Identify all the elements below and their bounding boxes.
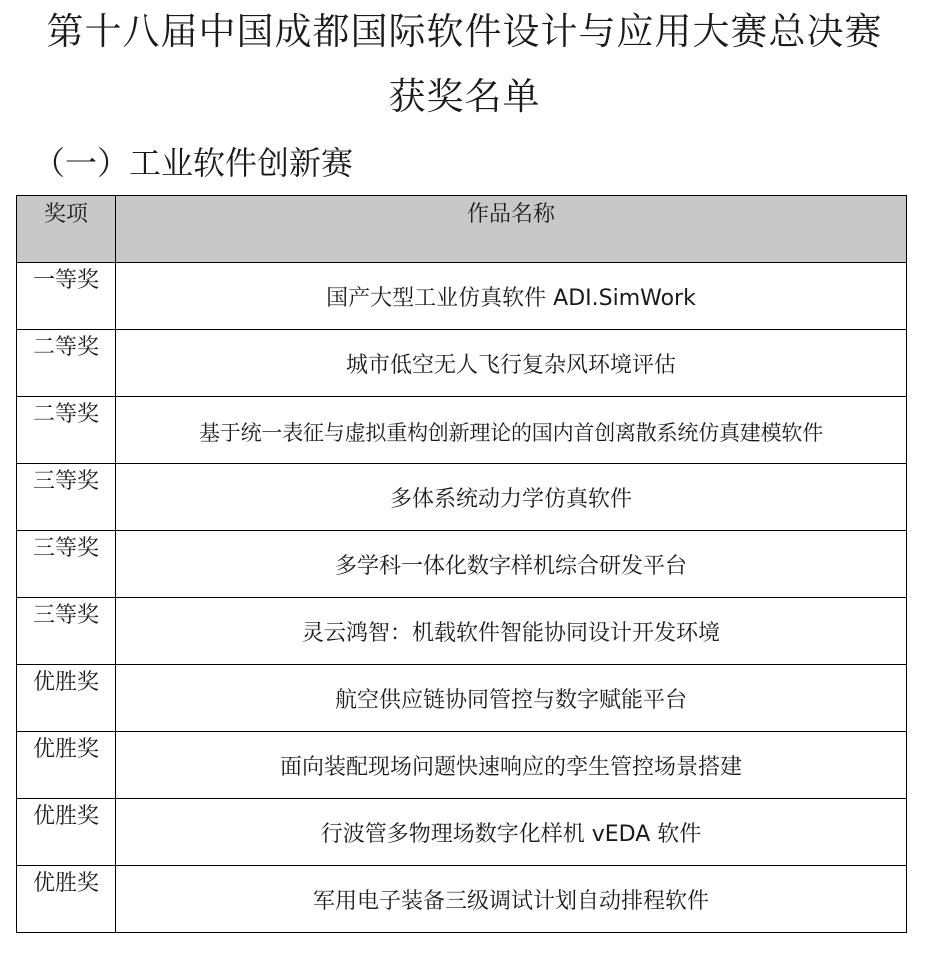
table-row [17,799,907,866]
awards-table [16,195,907,933]
table-row [17,866,907,933]
table-row [17,531,907,598]
table-row [17,464,907,531]
work-name-cell: 国产大型工业仿真软件 ADI.SimWork [116,263,907,330]
table-row [17,397,907,464]
table-row [17,598,907,665]
document-title: 第十八届中国成都国际软件设计与应用大赛总决赛 [46,10,883,53]
work-name-cell: 面向装配现场问题快速响应的孪生管控场景搭建 [116,732,907,799]
work-name-cell: 多体系统动力学仿真软件 [116,464,907,531]
work-name-cell: 行波管多物理场数字化样机 vEDA 软件 [116,799,907,866]
table-row [17,665,907,732]
table-header-row [17,196,907,263]
award-cell: 二等奖 [17,330,116,397]
work-name-cell: 灵云鸿智：机载软件智能协同设计开发环境 [116,598,907,665]
award-cell: 三等奖 [17,598,116,665]
award-cell: 二等奖 [17,397,116,464]
award-cell: 优胜奖 [17,732,116,799]
work-name-cell: 军用电子装备三级调试计划自动排程软件 [116,866,907,933]
award-cell: 优胜奖 [17,665,116,732]
work-name-cell: 多学科一体化数字样机综合研发平台 [116,531,907,598]
award-cell: 一等奖 [17,263,116,330]
work-name-cell: 基于统一表征与虚拟重构创新理论的国内首创离散系统仿真建模软件 [116,397,907,464]
work-name-cell: 航空供应链协同管控与数字赋能平台 [116,665,907,732]
award-cell: 优胜奖 [17,866,116,933]
header-work-name: 作品名称 [116,196,907,263]
award-cell: 优胜奖 [17,799,116,866]
award-cell: 三等奖 [17,464,116,531]
section-heading: （一）工业软件创新赛 [33,144,354,182]
table-row [17,732,907,799]
work-name-cell: 城市低空无人飞行复杂风环境评估 [116,330,907,397]
header-award: 奖项 [17,196,116,263]
document-subtitle: 获奖名单 [388,75,541,118]
table-row [17,330,907,397]
award-cell: 三等奖 [17,531,116,598]
table-row [17,263,907,330]
